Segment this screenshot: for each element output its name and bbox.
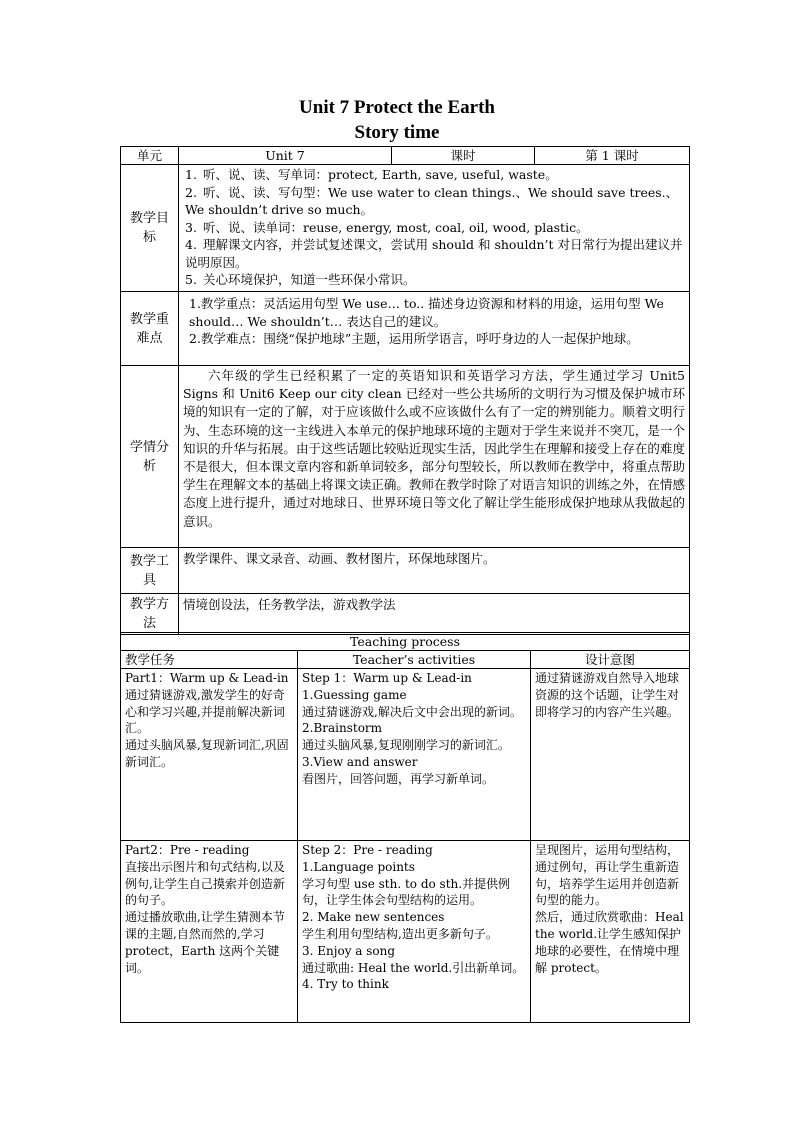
lesson-value: 第 1 课时 — [535, 147, 690, 165]
methods-content: 情境创设法，任务教学法，游戏教学法 — [179, 594, 690, 635]
analysis-label: 学情分析 — [121, 366, 179, 548]
col-header-design: 设计意图 — [531, 651, 690, 669]
tools-label: 教学工具 — [121, 548, 179, 594]
objectives-content — [179, 165, 690, 292]
lesson-label: 课时 — [392, 147, 535, 165]
part2-teacher: Step 2：Pre - reading 1.Language points 学习句型 use sth. to do sth.并提供例句，让学生体会句型结构的运用。 2. Make new sentences 学生利用句型结构,造出更多新句子。 3. Enjoy a song 通过歌曲: Heal the world.引出新单词。 4. Try to think — [298, 841, 531, 1023]
objective-item: 3. 听、说、读单词：reuse, energy, most, coal, oil, wood, plastic。 — [185, 219, 589, 235]
document-title: Unit 7 Protect the Earth — [299, 97, 495, 118]
analysis-content: 六年级的学生已经积累了一定的英语知识和英语学习方法，学生通过学习 Unit5 Signs 和 Unit6 Keep our city clean 已经对一些公共场所的文明行为习惯及保护城市环境的知识有一定的了解，对于应该做什么或不应该做什么有了一定的辨别能力。顺着文明行为、生态环境的这一主线进入本单元的保护地球环境的主题对于学生来说并不突兀，是一个知识的升华与拓展。由于这些话题比较贴近现实生活，因此学生在理解和接受上存在的难度不是很大，但本课文章内容和新单词较多，部分句型较长，所以教师在教学中，将重点帮助学生在理解文本的基础上将课文读正确。教师在教学时除了对语言知识的训练之外，在情感态度上进行提升，通过对地球日、世界环境日等文化了解让学生能形成保护地球从我做起的意识。 — [179, 366, 690, 548]
objectives-label: 教学目标 — [121, 165, 179, 292]
objective-item: 5. 关心环境保护，知道一些环保小常识。 — [185, 272, 416, 287]
key-point-focus: 1.教学重点：灵活运用句型 We use… to.. 描述身边资源和材料的用途，运用句型 We should… We shouldn’t… 表达自己的建议。 — [189, 296, 664, 329]
part1-design: 通过猜谜游戏自然导入地球资源的这个话题，让学生对即将学习的内容产生兴趣。 — [531, 669, 690, 841]
key-point-difficulty: 2.教学难点：围绕“保护地球”主题，运用所学语言，呼吁身边的人一起保护地球。 — [189, 331, 639, 346]
teaching-process-title: Teaching process — [121, 633, 690, 651]
objective-item: 4. 理解课文内容，并尝试复述课文，尝试用 should 和 shouldn’t 对日常行为提出建议并说明原因。 — [185, 237, 683, 270]
part1-teacher: Step 1：Warm up & Lead-in 1.Guessing game 通过猜谜游戏,解决后文中会出现的新词。 2.Brainstorm 通过头脑风暴,复现刚刚学习的新词汇。 3.View and answer 看图片，回答问题，再学习新单词。 — [298, 669, 531, 841]
objective-item: 1. 听、说、读、写单词：protect, Earth, save, useful, waste。 — [185, 167, 558, 182]
col-header-task: 教学任务 — [121, 651, 298, 669]
col-header-teacher: Teacher’s activities — [298, 651, 531, 669]
tools-content: 教学课件、课文录音、动画、教材图片，环保地球图片。 — [179, 548, 690, 594]
methods-label: 教学方法 — [121, 594, 179, 635]
document-subtitle: Story time — [354, 122, 440, 143]
part2-design: 呈现图片，运用句型结构，通过例句，再让学生重新造句，培养学生运用并创造新句型的能力。 然后，通过欣赏歌曲：Heal the world.让学生感知保护地球的必要性，在情境中理解 protect。 — [531, 841, 690, 1023]
unit-label: 单元 — [121, 147, 179, 165]
teaching-process-table — [120, 632, 690, 1023]
key-points-label: 教学重难点 — [121, 292, 179, 366]
lesson-info-table — [120, 146, 690, 635]
unit-value: Unit 7 — [179, 147, 392, 165]
part1-task: Part1：Warm up & Lead-in 通过猜谜游戏,激发学生的好奇心和学习兴趣,并提前解决新词汇。 通过头脑风暴,复现新词汇,巩固新词汇。 — [121, 669, 298, 841]
objective-item: 2. 听、说、读、写句型：We use water to clean things.、We should save trees.、We shouldn’t drive so much。 — [185, 184, 679, 217]
part2-task: Part2：Pre - reading 直接出示图片和句式结构,以及例句,让学生自己摸索并创造新的句子。 通过播放歌曲,让学生猜测本节课的主题,自然而然的,学习 protect，Earth 这两个关键词。 — [121, 841, 298, 1023]
key-points-content — [179, 292, 690, 366]
